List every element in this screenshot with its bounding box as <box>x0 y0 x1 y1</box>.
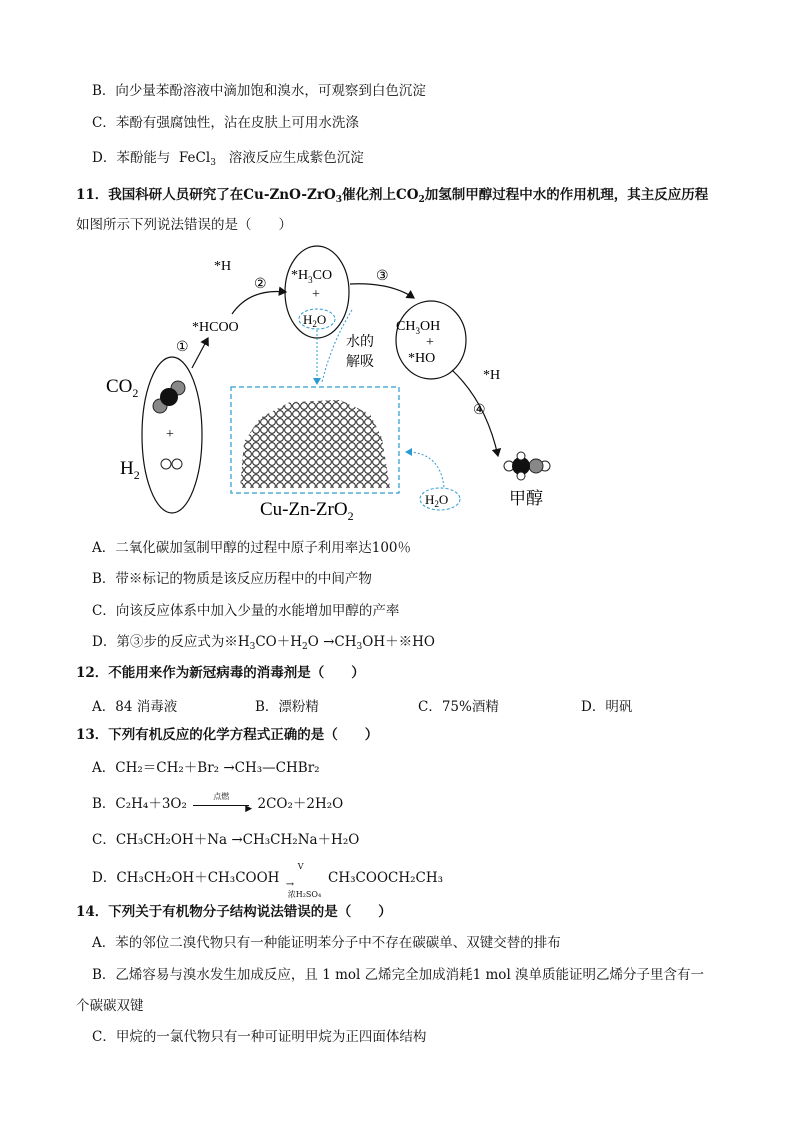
h2o-label-1: $H_2O$ <box>303 312 327 329</box>
step-3-label: ③ <box>376 269 389 284</box>
h2o-label-2: $H_2O$ <box>425 492 449 509</box>
q13-option-a: A．CH₂＝CH₂＋Br₂ →CH₃—CHBr₂ <box>92 760 320 776</box>
h3co-label: $*H_3CO$ <box>291 268 333 285</box>
h-star-1-label: *H <box>214 259 232 274</box>
q10-option-b: B．向少量苯酚溶液中滴加饱和溴水，可观察到白色沉淀 <box>92 83 426 99</box>
q10-option-d: D．苯酚能与 FeCl$_3$ 溶液反应生成紫色沉淀 <box>92 150 364 168</box>
q13-stem: 13．下列有机反应的化学方程式正确的是（ ） <box>76 727 379 743</box>
plus-3: + <box>426 335 434 350</box>
q12-option-d: D．明矾 <box>581 699 633 715</box>
q13-option-b: B．C₂H₄＋3O₂ 点燃 ▶ 2CO₂＋2H₂O <box>92 791 344 814</box>
q13-option-d: D．CH₃CH₂OH＋CH₃COOH V → 浓H₂SO₄ CH₃COOCH₂CH₃ <box>92 861 444 899</box>
plus-1: + <box>166 427 174 442</box>
q11-option-b: B．带※标记的物质是该反应历程中的中间产物 <box>92 571 372 587</box>
plus-2: + <box>312 287 320 302</box>
catalyst-particles-icon <box>240 400 390 488</box>
h-star-2-label: *H <box>483 368 501 383</box>
hcoo-label: *HCOO <box>192 320 239 335</box>
q10-option-c: C．苯酚有强腐蚀性，沾在皮肤上可用水洗涤 <box>92 115 359 131</box>
step-2-label: ② <box>254 277 267 292</box>
q14-option-c: C．甲烷的一氯代物只有一种可证明甲烷为正四面体结构 <box>92 1029 427 1045</box>
q14-option-a: A．苯的邻位二溴代物只有一种能证明苯分子中不存在碳碳单、双键交替的排布 <box>92 935 561 951</box>
h2-molecule-icon <box>161 459 182 469</box>
co2-label: $CO_2$ <box>106 376 139 400</box>
q11-stem-line2: 如图所示下列说法错误的是（ ） <box>76 217 292 233</box>
q11-option-c: C．向该反应体系中加入少量的水能增加甲醇的产率 <box>92 603 400 619</box>
q11-option-a: A．二氧化碳加氢制甲醇的过程中原子利用率达100％ <box>92 540 412 556</box>
water-desorb-label-1: 水的 <box>346 335 374 350</box>
q14-stem: 14．下列关于有机物分子结构说法错误的是（ ） <box>76 904 392 920</box>
q14-option-b-line1: B．乙烯容易与溴水发生加成反应，且 1 mol 乙烯完全加成消耗1 mol 溴单质能证明乙烯分子里含有一 <box>92 967 705 983</box>
methanol-label: 甲醇 <box>509 489 543 508</box>
q11-stem-line1: 11．我国科研人员研究了在Cu-ZnO-ZrO$_3$催化剂上$CO_2$加氢制甲醇过程中水的作用机理，其主反应历程 <box>76 187 709 205</box>
catalyst-label: Cu-Zn-ZrO$_2$ <box>260 499 354 523</box>
q12-option-c: C．75%酒精 <box>418 699 499 715</box>
ch3oh-label: $CH_3OH$ <box>396 319 441 336</box>
q11-option-d: D．第③步的反应式为$※H_3CO+H_2O$ $\to CH_3OH+※HO$ <box>92 634 435 652</box>
q12-option-a: A．84 消毒液 <box>92 699 178 715</box>
q12-option-b: B．漂粉精 <box>255 699 319 715</box>
q14-option-b-line2: 个碳碳双键 <box>76 998 144 1014</box>
q12-stem: 12．不能用来作为新冠病毒的消毒剂是（ ） <box>76 665 365 681</box>
water-desorb-label-2: 解吸 <box>346 355 374 370</box>
methanol-molecule-icon <box>504 452 550 480</box>
step-1-label: ① <box>176 340 189 355</box>
step-4-label: ④ <box>473 403 486 418</box>
reaction-mechanism-diagram <box>100 242 580 527</box>
ho-label: *HO <box>408 351 436 366</box>
h2-label: $H_2$ <box>120 458 140 482</box>
co2-molecule-icon <box>153 381 185 413</box>
q13-option-c: C．CH₃CH₂OH＋Na →CH₃CH₂Na＋H₂O <box>92 832 360 848</box>
